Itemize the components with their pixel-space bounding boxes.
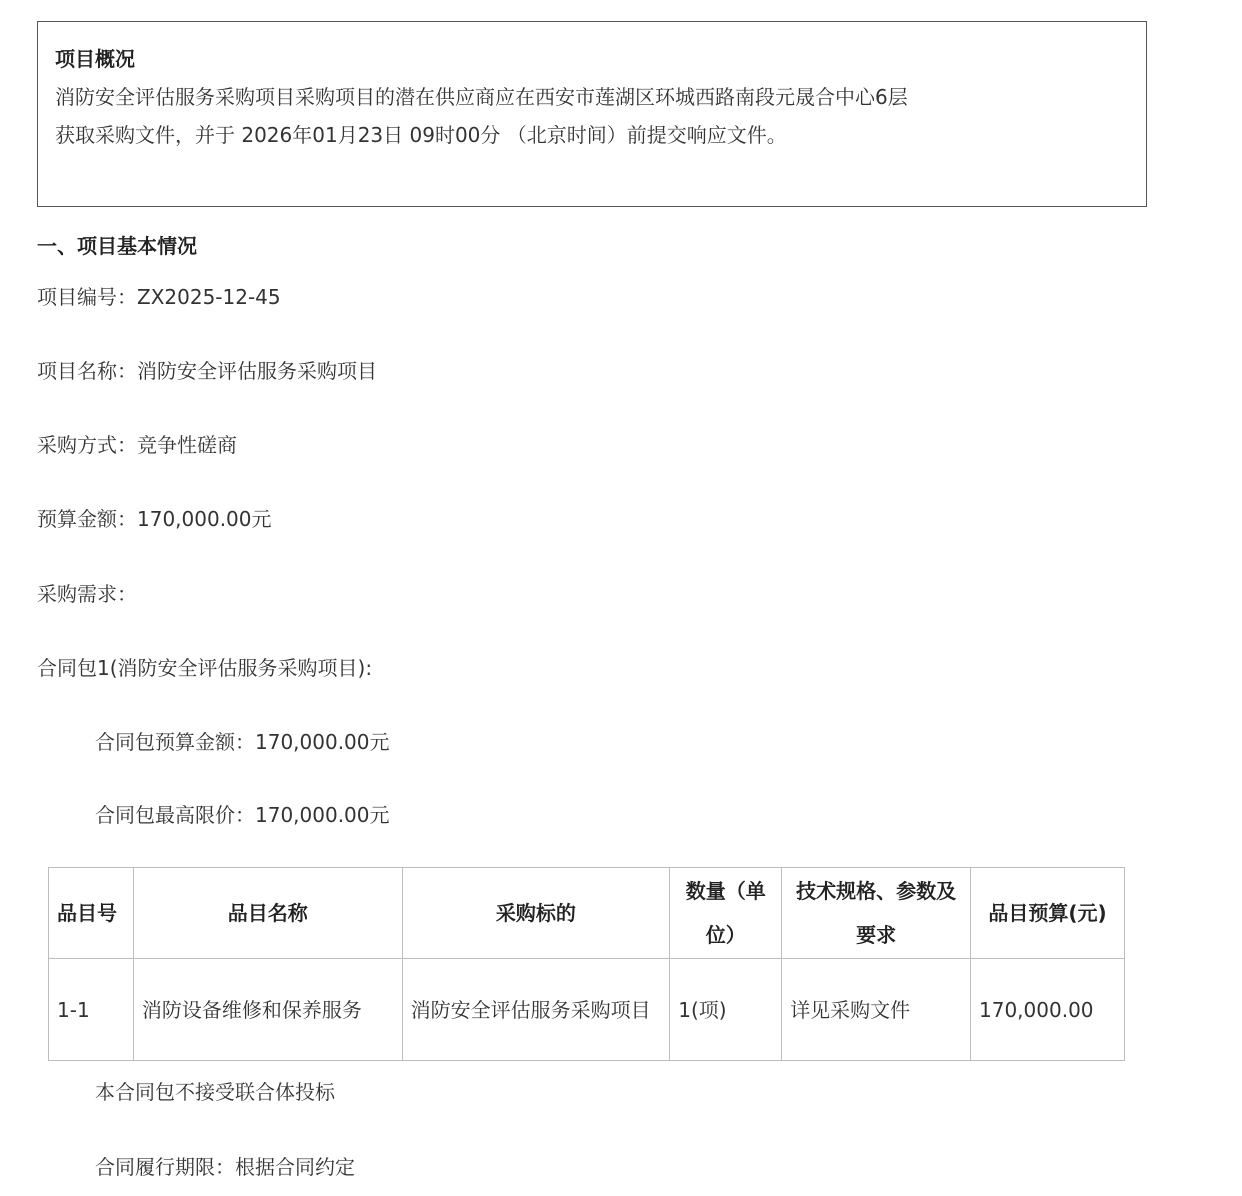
table-row: [49, 959, 1125, 1061]
project-overview-box: [37, 21, 1147, 207]
package-budget: 合同包预算金额：170,000.00元: [95, 730, 390, 754]
table-header-row: [49, 868, 1125, 959]
overview-line-2: 获取采购文件，并于 2026年01月23日 09时00分 （北京时间）前提交响应文件。: [55, 123, 787, 147]
budget-amount: 预算金额：170,000.00元: [37, 507, 272, 531]
cell-item-budget: 170,000.00: [971, 959, 1125, 1061]
section-heading-basic-info: 一、项目基本情况: [37, 234, 197, 258]
procurement-method: 采购方式：竞争性磋商: [37, 433, 237, 457]
project-number: 项目编号：ZX2025-12-45: [37, 285, 281, 309]
header-quantity: 数量（单位）: [670, 868, 782, 959]
cell-specs: 详见采购文件: [782, 959, 971, 1061]
requirements-label: 采购需求：: [37, 582, 137, 606]
header-subject: 采购标的: [402, 868, 670, 959]
cell-quantity: 1(项): [670, 959, 782, 1061]
procurement-items-table: [48, 867, 1125, 1061]
no-consortium-note: 本合同包不接受联合体投标: [95, 1080, 335, 1104]
package-max-price: 合同包最高限价：170,000.00元: [95, 803, 390, 827]
cell-item-name: 消防设备维修和保养服务: [133, 959, 402, 1061]
contract-package-title: 合同包1(消防安全评估服务采购项目):: [37, 656, 373, 680]
header-item-budget: 品目预算(元): [971, 868, 1125, 959]
overview-line-1: 消防安全评估服务采购项目采购项目的潜在供应商应在西安市莲湖区环城西路南段元晟合中心6层: [55, 85, 908, 109]
cell-subject: 消防安全评估服务采购项目: [402, 959, 670, 1061]
overview-title: 项目概况: [55, 47, 135, 71]
header-item-no: 品目号: [49, 868, 134, 959]
contract-term: 合同履行期限：根据合同约定: [95, 1155, 355, 1179]
cell-item-no: 1-1: [49, 959, 134, 1061]
header-specs: 技术规格、参数及要求: [782, 868, 971, 959]
project-name: 项目名称：消防安全评估服务采购项目: [37, 359, 377, 383]
header-item-name: 品目名称: [133, 868, 402, 959]
